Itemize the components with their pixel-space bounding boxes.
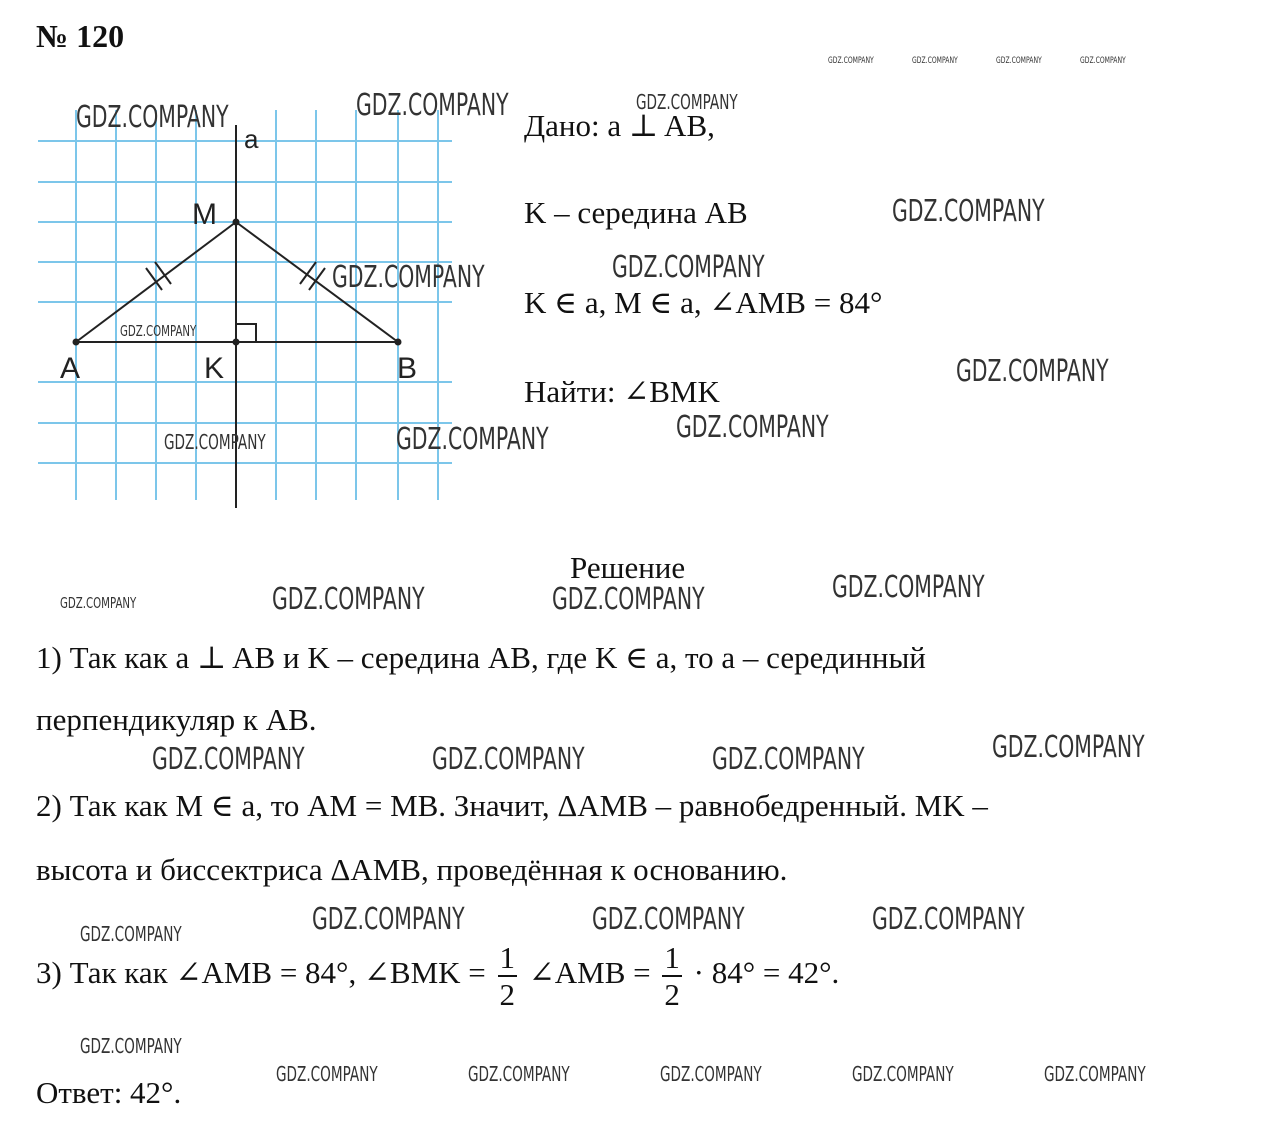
step-1-line-2: перпендикуляр к AB. [36,702,317,737]
step-1-line-1: 1) Так как a ⊥ AB и K – середина AB, где K ∈ a, то a – серединный [36,640,926,675]
step-2-line-1: 2) Так как M ∈ a, то AM = MB. Значит, ΔAMB – равнобедренный. MK – [36,788,988,823]
watermark: GDZ.COMPANY [712,742,865,777]
watermark: GDZ.COMPANY [60,594,137,612]
fraction-one-half-2 [662,942,682,1010]
watermark: GDZ.COMPANY [676,410,829,445]
watermark: GDZ.COMPANY [996,56,1042,66]
watermark: GDZ.COMPANY [312,902,465,937]
problem-number: № 120 [36,18,125,54]
step-2-line-2: высота и биссектриса ΔAMB, проведённая к основанию. [36,852,788,887]
watermark: GDZ.COMPANY [332,260,485,295]
point-b [395,339,402,346]
watermark: GDZ.COMPANY [276,1062,378,1086]
watermark: GDZ.COMPANY [636,90,738,114]
given-line-1: Дано: a ⊥ AB, [524,108,715,143]
fraction-one-half [498,942,518,1010]
watermark: GDZ.COMPANY [828,56,874,66]
label-line-a: a [244,124,259,154]
label-b: B [397,352,418,385]
fraction-numerator: 1 [664,940,680,975]
watermark: GDZ.COMPANY [660,1062,762,1086]
watermark: GDZ.COMPANY [80,922,182,946]
step-3-part-3: · 84° = 42°. [693,955,840,991]
watermark: GDZ.COMPANY [852,1062,954,1086]
solution-heading: Решение [570,550,686,585]
watermark: GDZ.COMPANY [612,250,765,285]
given-line-3: K ∈ a, M ∈ a, ∠AMB = 84° [524,285,883,320]
watermark: GDZ.COMPANY [468,1062,570,1086]
watermark: GDZ.COMPANY [1080,56,1126,66]
fraction-denominator: 2 [664,977,680,1012]
watermark: GDZ.COMPANY [164,430,266,454]
given-line-2: K – середина AB [524,195,748,230]
watermark: GDZ.COMPANY [832,570,985,605]
right-angle-mark [236,324,256,342]
watermark: GDZ.COMPANY [396,422,549,457]
watermark: GDZ.COMPANY [152,742,305,777]
watermark: GDZ.COMPANY [872,902,1025,937]
watermark: GDZ.COMPANY [992,730,1145,765]
watermark: GDZ.COMPANY [892,194,1045,229]
watermark: GDZ.COMPANY [956,354,1109,389]
fraction-denominator: 2 [499,977,516,1012]
point-k [233,339,240,346]
watermark: GDZ.COMPANY [592,902,745,937]
watermark: GDZ.COMPANY [912,56,958,66]
fraction-numerator: 1 [499,940,516,975]
watermark: GDZ.COMPANY [80,1034,182,1058]
watermark: GDZ.COMPANY [1044,1062,1146,1086]
answer: Ответ: 42°. [36,1075,182,1110]
step-3 [36,942,839,1010]
point-a [73,339,80,346]
label-a: A [60,352,81,385]
step-3-part-2: ∠AMB = [528,955,651,991]
label-m: M [192,198,217,231]
watermark: GDZ.COMPANY [552,582,705,617]
watermark: GDZ.COMPANY [76,100,229,135]
watermark: GDZ.COMPANY [356,88,509,123]
find-line: Найти: ∠BMK [524,374,720,409]
watermark: GDZ.COMPANY [432,742,585,777]
point-m [233,219,240,226]
watermark: GDZ.COMPANY [120,322,197,340]
label-k: K [204,352,225,385]
step-3-part-1: 3) Так как ∠AMB = 84°, ∠BMK = [36,955,486,991]
watermark: GDZ.COMPANY [272,582,425,617]
